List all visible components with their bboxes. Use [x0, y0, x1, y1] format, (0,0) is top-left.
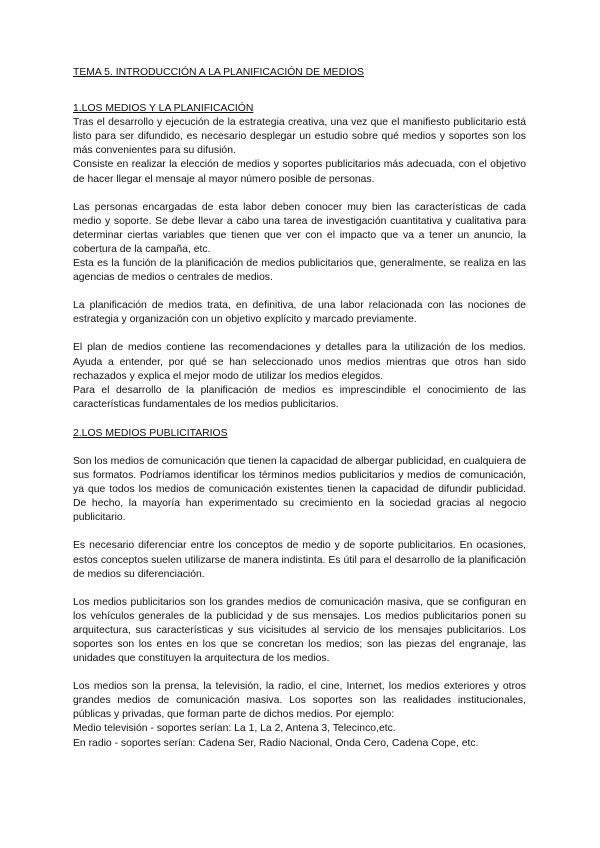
paragraph: Las personas encargadas de esta labor deben conocer muy bien las características de cada medio y soporte. Se debe llevar a cabo una tarea de investigación cuantitativa y cualitativa para determinar ciertas variables que tienen que ver con el impacto que va a tener un anuncio, la cobertura de la campaña, etc. [73, 201, 526, 255]
example-line: Medio televisión - soportes serían: La 1, La 2, Antena 3, Telecinco,etc. [73, 723, 396, 735]
paragraph: Tras el desarrollo y ejecución de la estrategia creativa, una vez que el manifiesto publicitario está listo para ser difundido, es necesario desplegar un estudio sobre qué medios y soportes son los más convenientes para su difusión. [73, 117, 526, 157]
paragraph: Son los medios de comunicación que tienen la capacidad de albergar publicidad, en cualquiera de sus formatos. Podríamos identificar los términos medios publicitarios y medios de comunicación, ya que todos los medios de comunicación existentes tienen la capacidad de difundir publicidad. De hecho, la mayoría han experimentado su crecimiento en la sociedad gracias al negocio publicitario. [73, 455, 526, 524]
section-heading-2: 2.LOS MEDIOS PUBLICITARIOS [73, 427, 228, 439]
paragraph: Para el desarrollo de la planificación de medios es imprescindible el conocimiento de las características fundamentales de los medios publicitarios. [73, 384, 526, 410]
paragraph: Es necesario diferenciar entre los conceptos de medio y de soporte publicitarios. En ocasiones, estos conceptos suelen utilizarse de manera indistinta. Es útil para el desarrollo de la planificación de medios su diferenciación. [73, 540, 526, 580]
paragraph: El plan de medios contiene las recomendaciones y detalles para la utilización de los medios. Ayuda a entender, por qué se han seleccionado unos medios mientras que otros han sido rechazados y explica el mejor modo de utilizar los medios elegidos. [73, 342, 526, 382]
section-heading-1: 1.LOS MEDIOS Y LA PLANIFICACIÓN [73, 103, 254, 115]
paragraph: Los medios publicitarios son los grandes medios de comunicación masiva, que se configuran en los vehículos generales de la publicidad y de sus mensajes. Los medios publicitarios ponen su arquitectura, sus características y sus vicisitudes al servicio de los mensajes publicitarios. Los soportes son los entes en los que se concretan los medios; son las piezas del engranaje, las unidades que constituyen la arquitectura de los medios. [73, 596, 526, 665]
paragraph: La planificación de medios trata, en definitiva, de una labor relacionada con las nociones de estrategia y organización con un objetivo explícito y marcado previamente. [73, 300, 526, 326]
paragraph: Consiste en realizar la elección de medios y soportes publicitarios más adecuada, con el objetivo de hacer llegar el mensaje al mayor número posible de personas. [73, 159, 526, 185]
example-line: En radio - soportes serían: Cadena Ser, Radio Nacional, Onda Cero, Cadena Cope, etc. [73, 737, 479, 749]
paragraph: Esta es la función de la planificación de medios publicitarios que, generalmente, se realiza en las agencias de medios o centrales de medios. [73, 258, 526, 284]
paragraph: Los medios son la prensa, la televisión, la radio, el cine, Internet, los medios exteriores y otros grandes medios de comunicación masiva. Los soportes son las realidades institucionales, públicas y privadas, que forman parte de dichos medios. Por ejemplo: [73, 681, 526, 721]
document-body [73, 66, 526, 751]
document-title: TEMA 5. INTRODUCCIÓN A LA PLANIFICACIÓN DE MEDIOS [73, 67, 364, 78]
